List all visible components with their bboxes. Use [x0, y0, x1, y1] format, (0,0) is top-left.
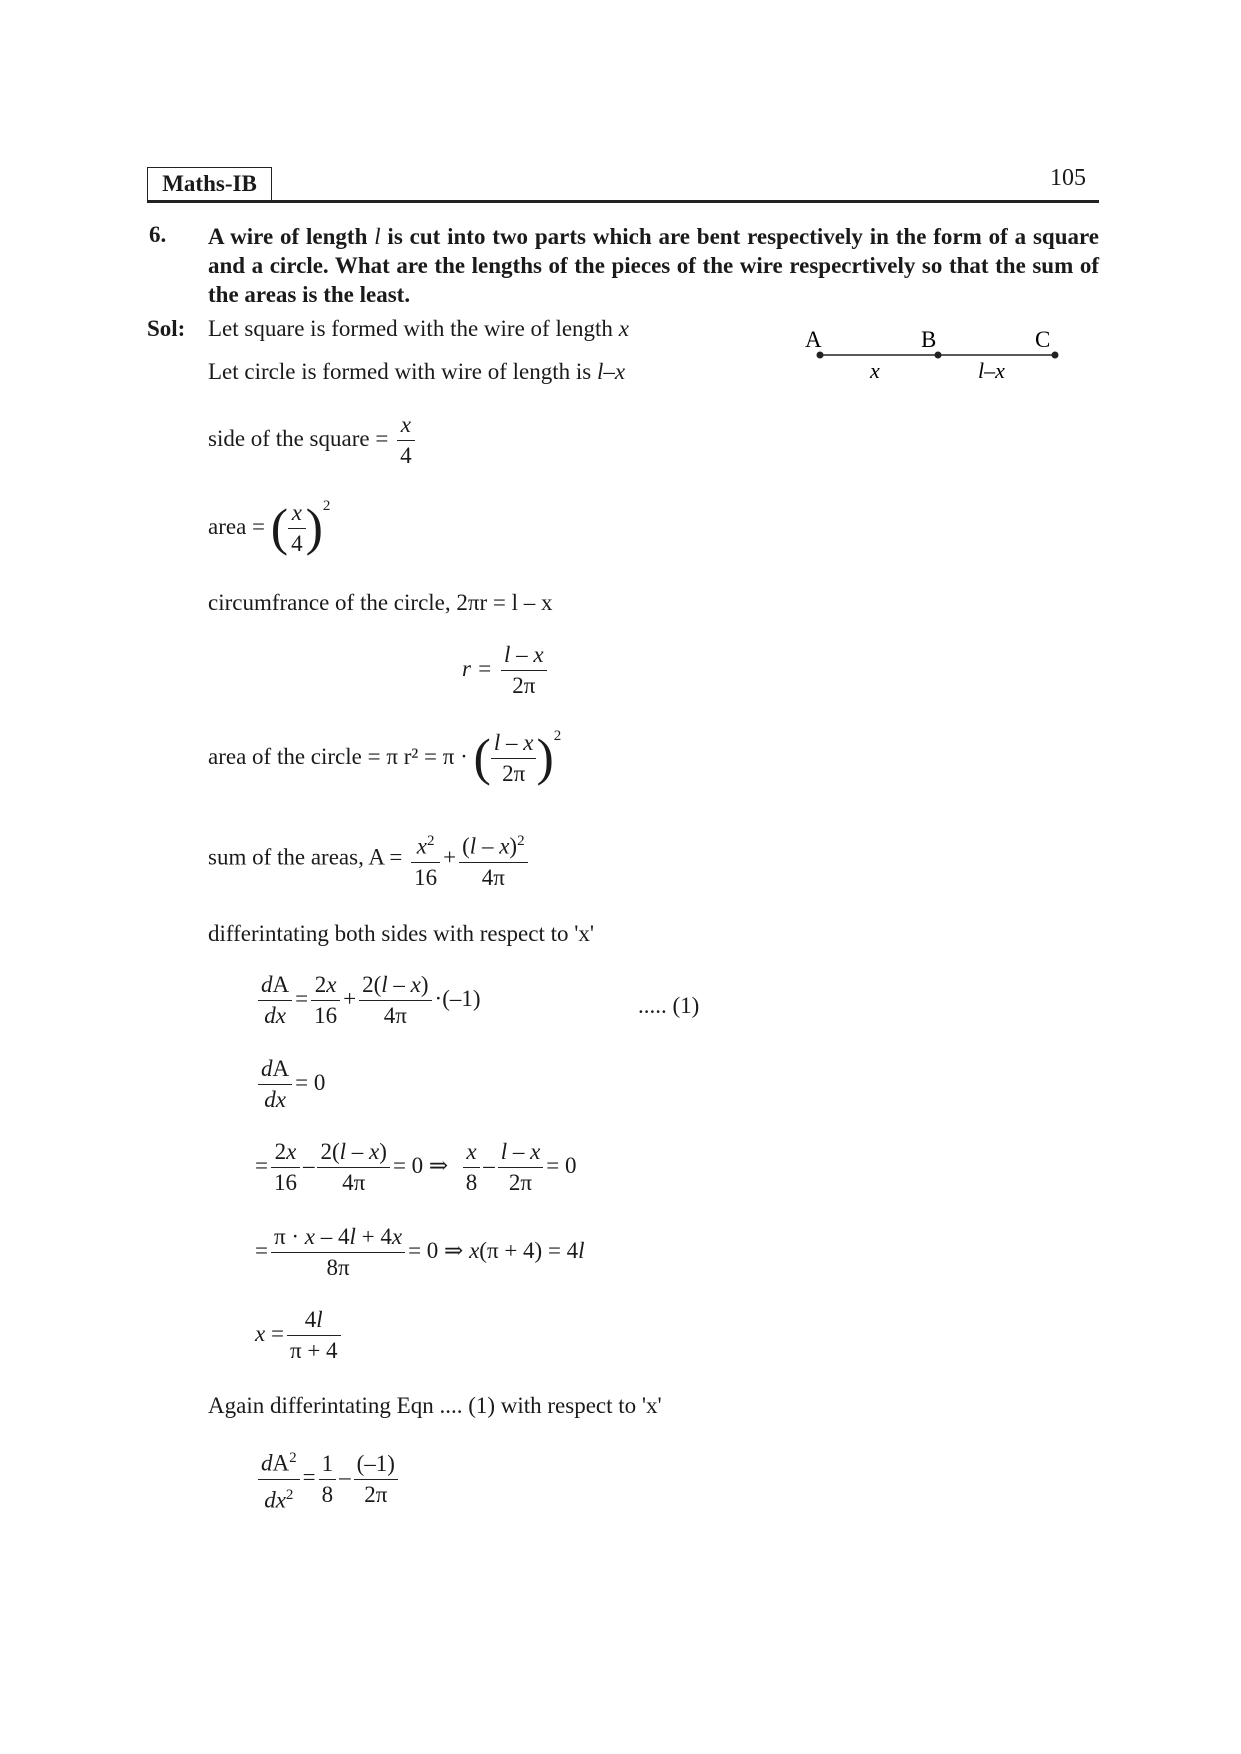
derivative-equation: $\frac{dA}{dx}$ = $\frac{2x}{16}$ + $\frac{2(l - x)}{4\pi}$ ·(–1) — [255, 970, 481, 1031]
area-circle: area of the circle = π r² = π · ( $\frac{l - x}{2\pi}$ )$^2$ — [208, 728, 562, 787]
solution-line-1: Let square is formed with the wire of length x — [208, 316, 629, 341]
point-a-dot — [817, 352, 824, 359]
question-text: A wire of length l is cut into two parts which are bent respectively in the form of a square and a circle. What are the lengths of the pieces of the wire respecrtively so that the sum of the areas is the least. — [208, 224, 1099, 307]
point-c-label: C — [1035, 327, 1051, 352]
point-b-label: B — [921, 327, 937, 352]
circumference-line: circumfrance of the circle, 2πr = l – x — [208, 590, 553, 615]
point-c-dot — [1052, 352, 1059, 359]
question-number: 6. — [149, 222, 167, 247]
area-square: area = ( $\frac{x}{4}$ )$^2$ — [208, 498, 331, 557]
simplified-equation: = $\frac{\pi \cdot x - 4l + 4x}{8\pi}$ = 0 ⇒ x(π + 4) = 4l — [255, 1224, 585, 1280]
header-rule — [147, 200, 1099, 203]
derivative-zero: $\frac{dA}{dx}$ = 0 — [255, 1054, 325, 1115]
setting-zero-equation: = $\frac{2x}{16}$ – $\frac{2(l - x)}{4\pi}$ = 0 ⇒ $\frac{x}{8}$ – $\frac{l - x}{2\pi}$ = 0 — [255, 1139, 577, 1195]
subject-label: Maths-IB — [147, 167, 272, 202]
second-differentiate-line: Again differintating Eqn .... (1) with respect to 'x' — [208, 1393, 662, 1418]
wire-diagram — [795, 322, 1065, 388]
point-b-dot — [935, 352, 942, 359]
point-a-label: A — [805, 327, 822, 352]
page-number: 105 — [1050, 165, 1086, 191]
solution-label: Sol: — [147, 316, 186, 341]
segment-bc-label: l–x — [978, 358, 1005, 383]
segment-ab-label: x — [870, 358, 880, 383]
equation-reference: ..... (1) — [638, 993, 700, 1018]
differentiate-line: differintating both sides with respect to 'x' — [208, 921, 595, 946]
solution-line-2: Let circle is formed with wire of length is l–x — [208, 359, 626, 384]
radius-equation: r = $\frac{l - x}{2\pi}$ — [462, 640, 550, 701]
second-derivative-equation: $\frac{dA^2}{dx^2}$ = $\frac{1}{8}$ – $\frac{(-1)}{2\pi}$ — [255, 1443, 401, 1515]
x-solution: x = $\frac{4l}{\pi + 4}$ — [255, 1305, 344, 1366]
sum-of-areas: sum of the areas, A = $\frac{x^2}{16}$ + $\frac{(l - x)^2}{4\pi}$ — [208, 826, 531, 893]
side-of-square: side of the square = $\frac{x}{4}$ — [208, 410, 418, 471]
